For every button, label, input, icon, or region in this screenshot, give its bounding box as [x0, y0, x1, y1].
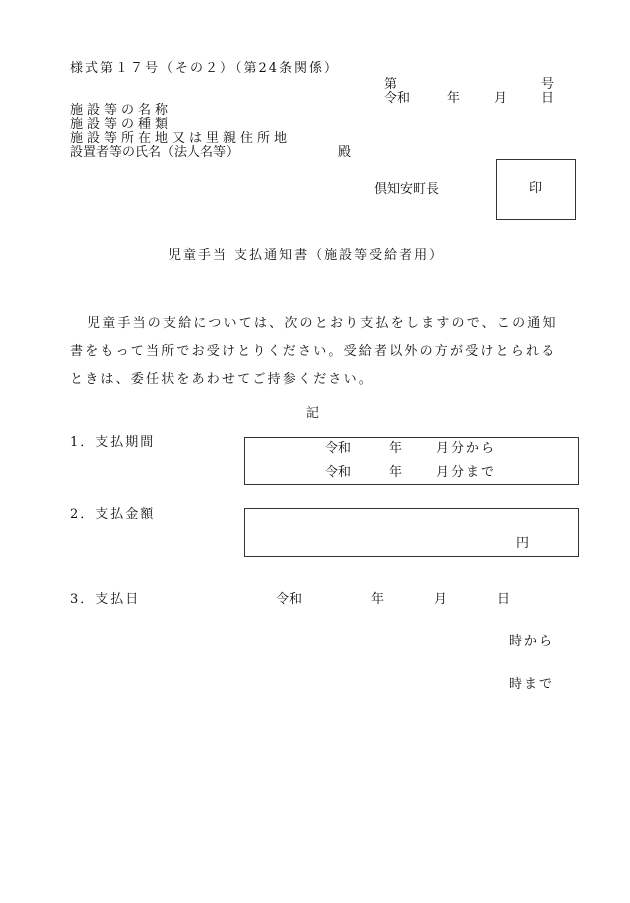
date-day: 日	[541, 91, 555, 106]
founder-name-label: 設置者等の氏名（法人名等）	[70, 145, 240, 160]
issuer-title: 倶知安町長	[374, 182, 440, 197]
facility-address-label: 施設等所在地又は里親住所地	[70, 131, 292, 146]
doc-number-prefix: 第	[384, 77, 398, 92]
pay-time-from: 時から	[509, 634, 555, 649]
period-from-month: 月分から	[436, 441, 497, 456]
seal-mark: 印	[529, 181, 543, 196]
period-from-year: 年	[389, 441, 403, 456]
pay-date-month: 月	[434, 592, 448, 607]
pay-date-day: 日	[497, 592, 511, 607]
pay-date-year: 年	[371, 592, 385, 607]
amount-box	[244, 508, 579, 557]
facility-name-label: 施設等の名称	[70, 103, 173, 118]
honorific: 殿	[338, 145, 352, 160]
pay-date-era: 令和	[276, 592, 303, 607]
amount-unit: 円	[516, 536, 530, 551]
document-title: 児童手当 支払通知書（施設等受給者用）	[168, 248, 445, 263]
seal-box	[496, 159, 576, 220]
date-label: 3．支払日	[70, 592, 141, 607]
period-to-era: 令和	[325, 465, 352, 480]
period-from-era: 令和	[325, 441, 352, 456]
period-to-year: 年	[389, 465, 403, 480]
pay-time-to: 時まで	[509, 677, 555, 692]
date-era: 令和	[384, 91, 411, 106]
doc-number-suffix: 号	[541, 77, 555, 92]
ki-mark: 記	[306, 406, 320, 421]
body-text: 児童手当の支給については、次のとおり支払をしますので、この通知書をもって当所でお受けとりください。受給者以外の方が受けとられるときは、委任状をあわせてご持参ください。	[70, 316, 558, 387]
form-number: 様式第１７号（その２）（第24条関係）	[70, 61, 340, 76]
date-month: 月	[494, 91, 508, 106]
amount-label: 2．支払金額	[70, 507, 156, 522]
period-to-month: 月分まで	[436, 465, 497, 480]
period-label: 1．支払期間	[70, 435, 156, 450]
period-box	[244, 437, 579, 485]
facility-type-label: 施設等の種類	[70, 117, 173, 132]
date-year: 年	[447, 91, 461, 106]
